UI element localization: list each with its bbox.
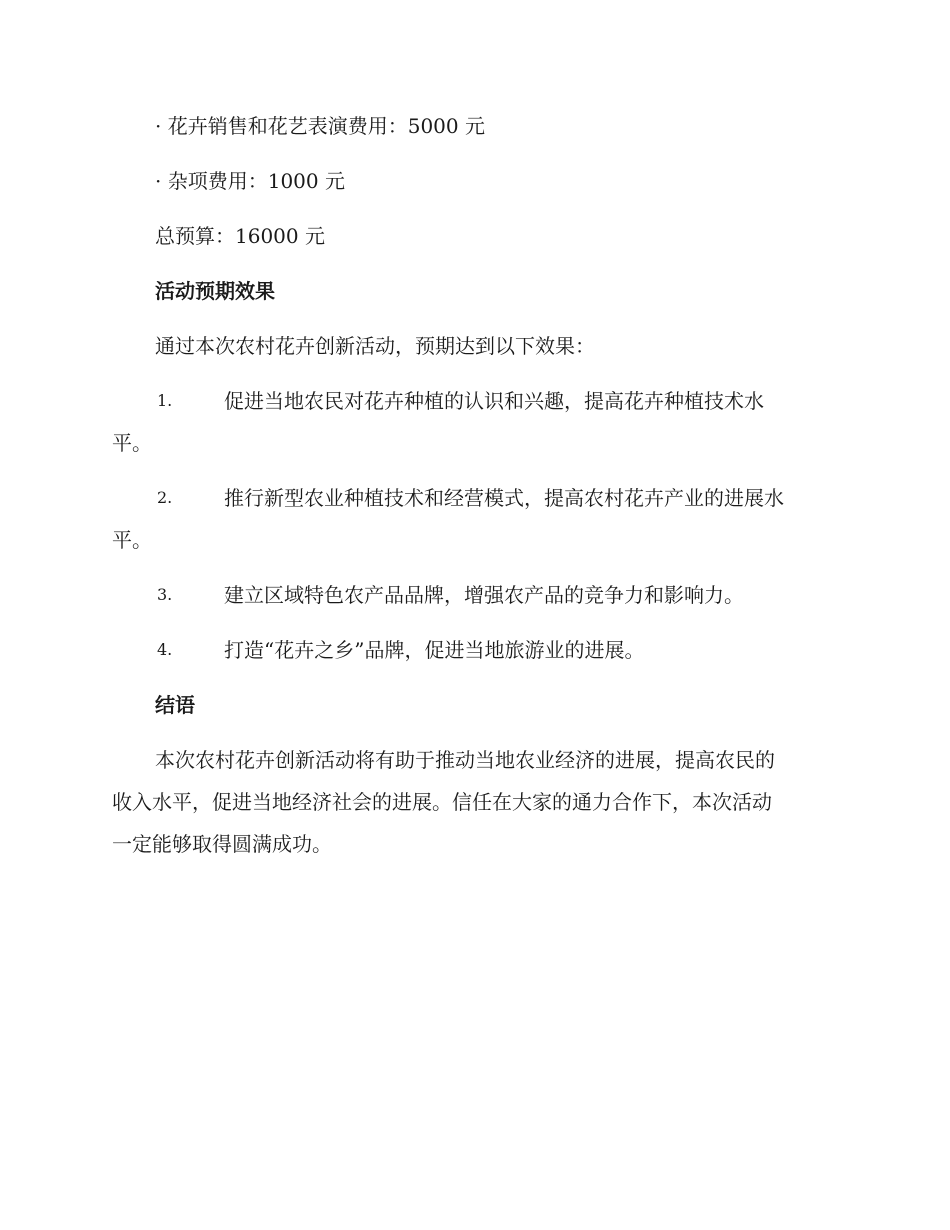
section-heading-conclusion: 结语: [155, 693, 195, 717]
budget-item-misc: · 杂项费用：1000 元: [155, 169, 345, 193]
effects-intro: 通过本次农村花卉创新活动，预期达到以下效果：: [155, 334, 595, 358]
list-item-number: 2.: [157, 488, 173, 507]
list-item-text: 打造“花卉之乡”品牌，促进当地旅游业的进展。: [224, 638, 645, 662]
list-item-number: 1.: [157, 391, 173, 410]
list-item-number: 3.: [157, 585, 173, 604]
list-item-text-continued: 平。: [112, 431, 152, 455]
list-item-text: 建立区域特色农产品品牌，增强农产品的竞争力和影响力。: [224, 583, 744, 607]
list-item-number: 4.: [157, 640, 173, 659]
budget-total: 总预算：16000 元: [155, 224, 325, 248]
list-item-text: 促进当地农民对花卉种植的认识和兴趣，提高花卉种植技术水: [224, 389, 764, 413]
conclusion-paragraph-line: 一定能够取得圆满成功。: [112, 832, 332, 856]
list-item-text: 推行新型农业种植技术和经营模式，提高农村花卉产业的进展水: [224, 486, 784, 510]
conclusion-paragraph-line: 收入水平，促进当地经济社会的进展。信任在大家的通力合作下，本次活动: [112, 790, 772, 814]
section-heading-expected-effects: 活动预期效果: [155, 279, 275, 303]
conclusion-paragraph-line: 本次农村花卉创新活动将有助于推动当地农业经济的进展，提高农民的: [155, 748, 775, 772]
budget-item-flower-sales: · 花卉销售和花艺表演费用：5000 元: [155, 114, 485, 138]
list-item-text-continued: 平。: [112, 528, 152, 552]
